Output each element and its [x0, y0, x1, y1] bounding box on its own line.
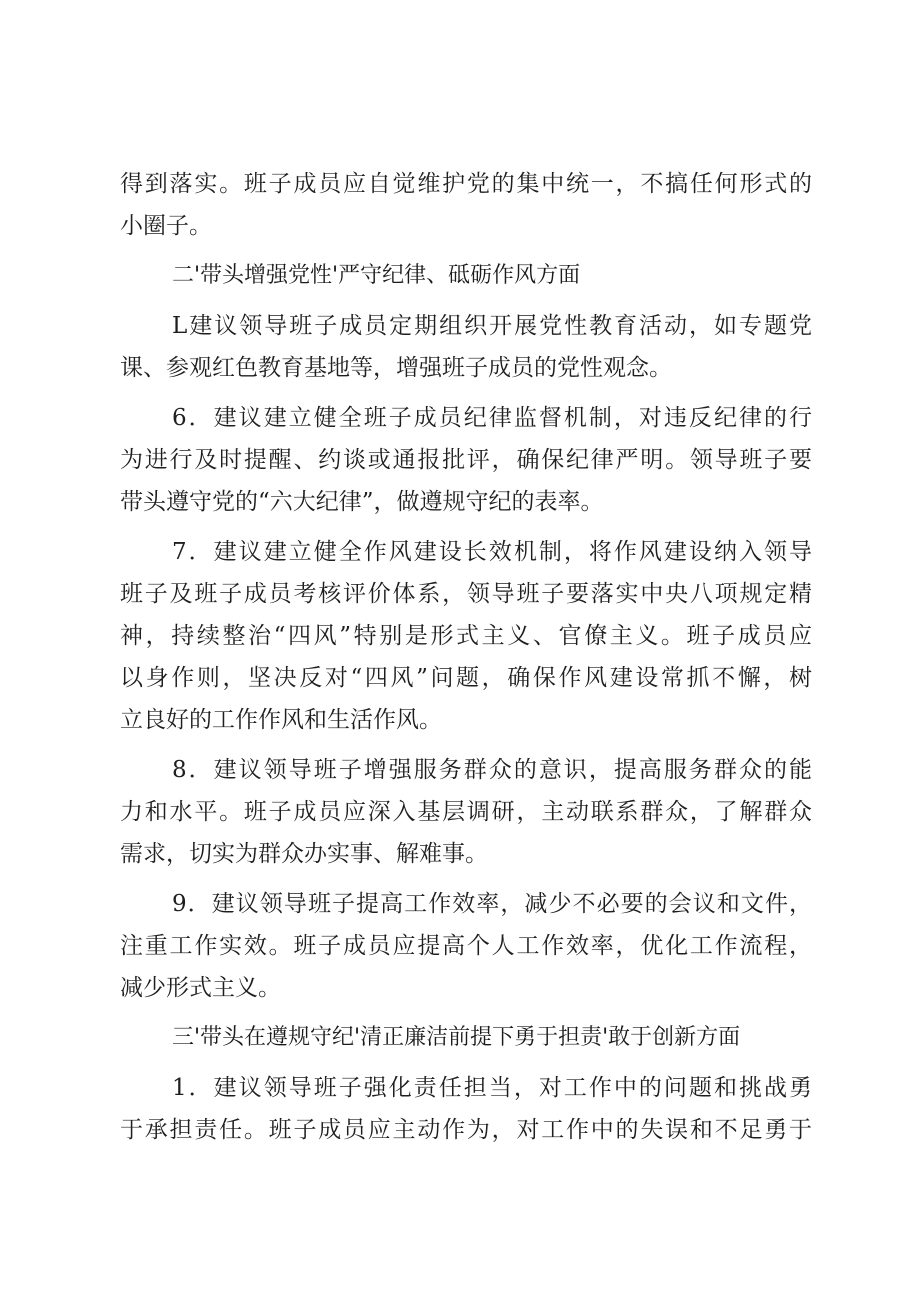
paragraph-line: 减少形式主义。 [120, 975, 281, 1001]
document-body [120, 163, 812, 1159]
paragraph-line: 课、参观红色教育基地等，增强班子成员的党性观念。 [120, 355, 672, 381]
paragraph [120, 163, 812, 247]
paragraph-line: 8．建议领导班子增强服务群众的意识，提高服务群众的能 [172, 757, 812, 783]
section-heading: 三'带头在遵规守纪'清正廉洁前提下勇于担责'敢于创新方面 [172, 1025, 741, 1050]
paragraph-line: 为进行及时提醒、约谈或通报批评，确保纪律严明。领导班子要 [120, 447, 812, 473]
paragraph-line: 9．建议领导班子提高工作效率，减少不必要的会议和文件， [172, 891, 812, 917]
paragraph-line: 立良好的工作作风和生活作风。 [120, 707, 442, 733]
section-heading: 二'带头增强党性'严守纪律、砥砺作风方面 [172, 263, 581, 288]
paragraph-line: 带头遵守党的“六大纪律”，做遵规守纪的表率。 [120, 489, 604, 515]
paragraph-line: 以身作则，坚决反对“四风”问题，确保作风建设常抓不懈，树 [120, 665, 812, 691]
paragraph-line: 班子及班子成员考核评价体系，领导班子要落实中央八项规定精 [120, 581, 812, 607]
paragraph-line: 得到落实。班子成员应自觉维护党的集中统一，不搞任何形式的 [120, 171, 812, 197]
paragraph-line: 于承担责任。班子成员应主动作为，对工作中的失误和不足勇于 [120, 1117, 812, 1143]
paragraph [120, 305, 812, 389]
paragraph [120, 749, 812, 875]
paragraph-line: 注重工作实效。班子成员应提高个人工作效率，优化工作流程， [120, 933, 812, 959]
paragraph-line: 1．建议领导班子强化责任担当，对工作中的问题和挑战勇 [172, 1075, 812, 1101]
paragraph-line: L建议领导班子成员定期组织开展党性教育活动，如专题党 [172, 313, 812, 339]
paragraph-line: 需求，切实为群众办实事、解难事。 [120, 841, 488, 867]
paragraph-line: 6．建议建立健全班子成员纪律监督机制，对违反纪律的行 [172, 405, 812, 431]
paragraph [120, 1067, 812, 1151]
paragraph-line: 7．建议建立健全作风建设长效机制，将作风建设纳入领导 [172, 539, 812, 565]
paragraph-line: 小圈子。 [120, 213, 212, 239]
paragraph [120, 883, 812, 1009]
paragraph-line: 力和水平。班子成员应深入基层调研，主动联系群众，了解群众 [120, 799, 812, 825]
paragraph [120, 397, 812, 523]
paragraph-line: 神，持续整治“四风”特别是形式主义、官僚主义。班子成员应 [120, 623, 812, 649]
paragraph [120, 531, 812, 741]
